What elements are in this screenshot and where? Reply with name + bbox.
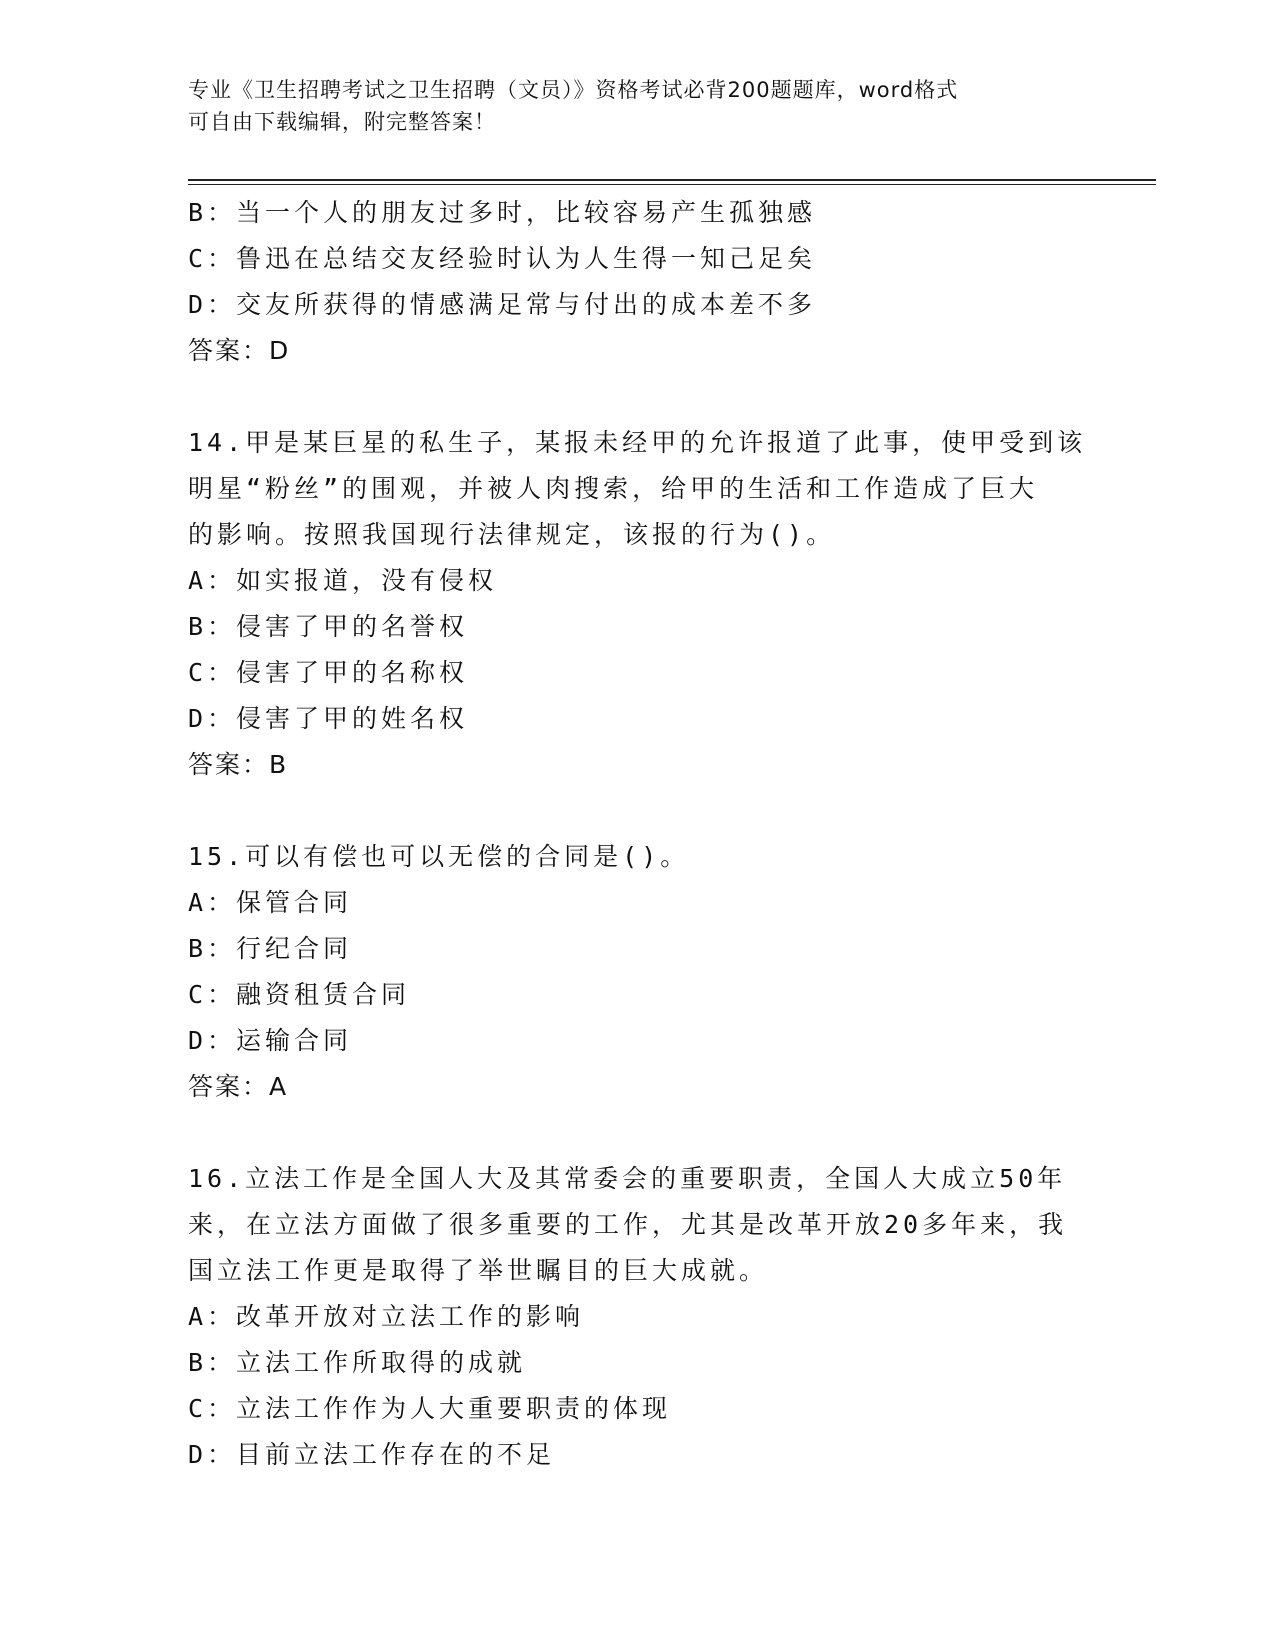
option-a: A：改革开放对立法工作的影响 bbox=[188, 1302, 585, 1331]
question-stem: 14.甲是某巨星的私生子，某报未经甲的允许报道了此事，使甲受到该 bbox=[188, 428, 1087, 457]
option-b: B：侵害了甲的名誉权 bbox=[188, 612, 469, 641]
header-divider-thick bbox=[188, 179, 1156, 181]
option-b: B：当一个人的朋友过多时，比较容易产生孤独感 bbox=[188, 198, 817, 227]
question-stem: 明星“粉丝”的围观，并被人肉搜索，给甲的生活和工作造成了巨大 bbox=[188, 474, 1039, 503]
header-line-1: 专业《卫生招聘考试之卫生招聘（文员）》资格考试必背200题题库，word格式 bbox=[188, 78, 959, 102]
option-d: D：运输合同 bbox=[188, 1026, 353, 1055]
answer: 答案：A bbox=[188, 1072, 289, 1101]
answer: 答案：B bbox=[188, 750, 289, 779]
question-content bbox=[188, 190, 1088, 1478]
question-stem: 来，在立法方面做了很多重要的工作，尤其是改革开放20多年来，我 bbox=[188, 1210, 1068, 1239]
question-15 bbox=[188, 834, 1088, 1110]
question-14 bbox=[188, 420, 1088, 788]
document-header bbox=[188, 74, 1068, 138]
question-stem: 15.可以有偿也可以无偿的合同是()。 bbox=[188, 842, 690, 871]
option-b: B：立法工作所取得的成就 bbox=[188, 1348, 527, 1377]
option-d: D：交友所获得的情感满足常与付出的成本差不多 bbox=[188, 290, 817, 319]
answer: 答案：D bbox=[188, 336, 291, 365]
option-d: D：侵害了甲的姓名权 bbox=[188, 704, 469, 733]
question-stem: 16.立法工作是全国人大及其常委会的重要职责，全国人大成立50年 bbox=[188, 1164, 1067, 1193]
option-a: A：保管合同 bbox=[188, 888, 353, 917]
question-stem: 国立法工作更是取得了举世瞩目的巨大成就。 bbox=[188, 1256, 769, 1285]
option-c: C：侵害了甲的名称权 bbox=[188, 658, 469, 687]
option-d: D：目前立法工作存在的不足 bbox=[188, 1440, 556, 1469]
question-16 bbox=[188, 1156, 1088, 1478]
option-c: C：融资租赁合同 bbox=[188, 980, 411, 1009]
header-line-2: 可自由下载编辑，附完整答案！ bbox=[188, 110, 496, 134]
question-13-tail bbox=[188, 190, 1088, 374]
option-a: A：如实报道，没有侵权 bbox=[188, 566, 498, 595]
header-divider-thin bbox=[188, 184, 1156, 185]
question-stem: 的影响。按照我国现行法律规定，该报的行为()。 bbox=[188, 520, 836, 549]
option-c: C：鲁迅在总结交友经验时认为人生得一知己足矣 bbox=[188, 244, 817, 273]
option-c: C：立法工作作为人大重要职责的体现 bbox=[188, 1394, 672, 1423]
option-b: B：行纪合同 bbox=[188, 934, 353, 963]
